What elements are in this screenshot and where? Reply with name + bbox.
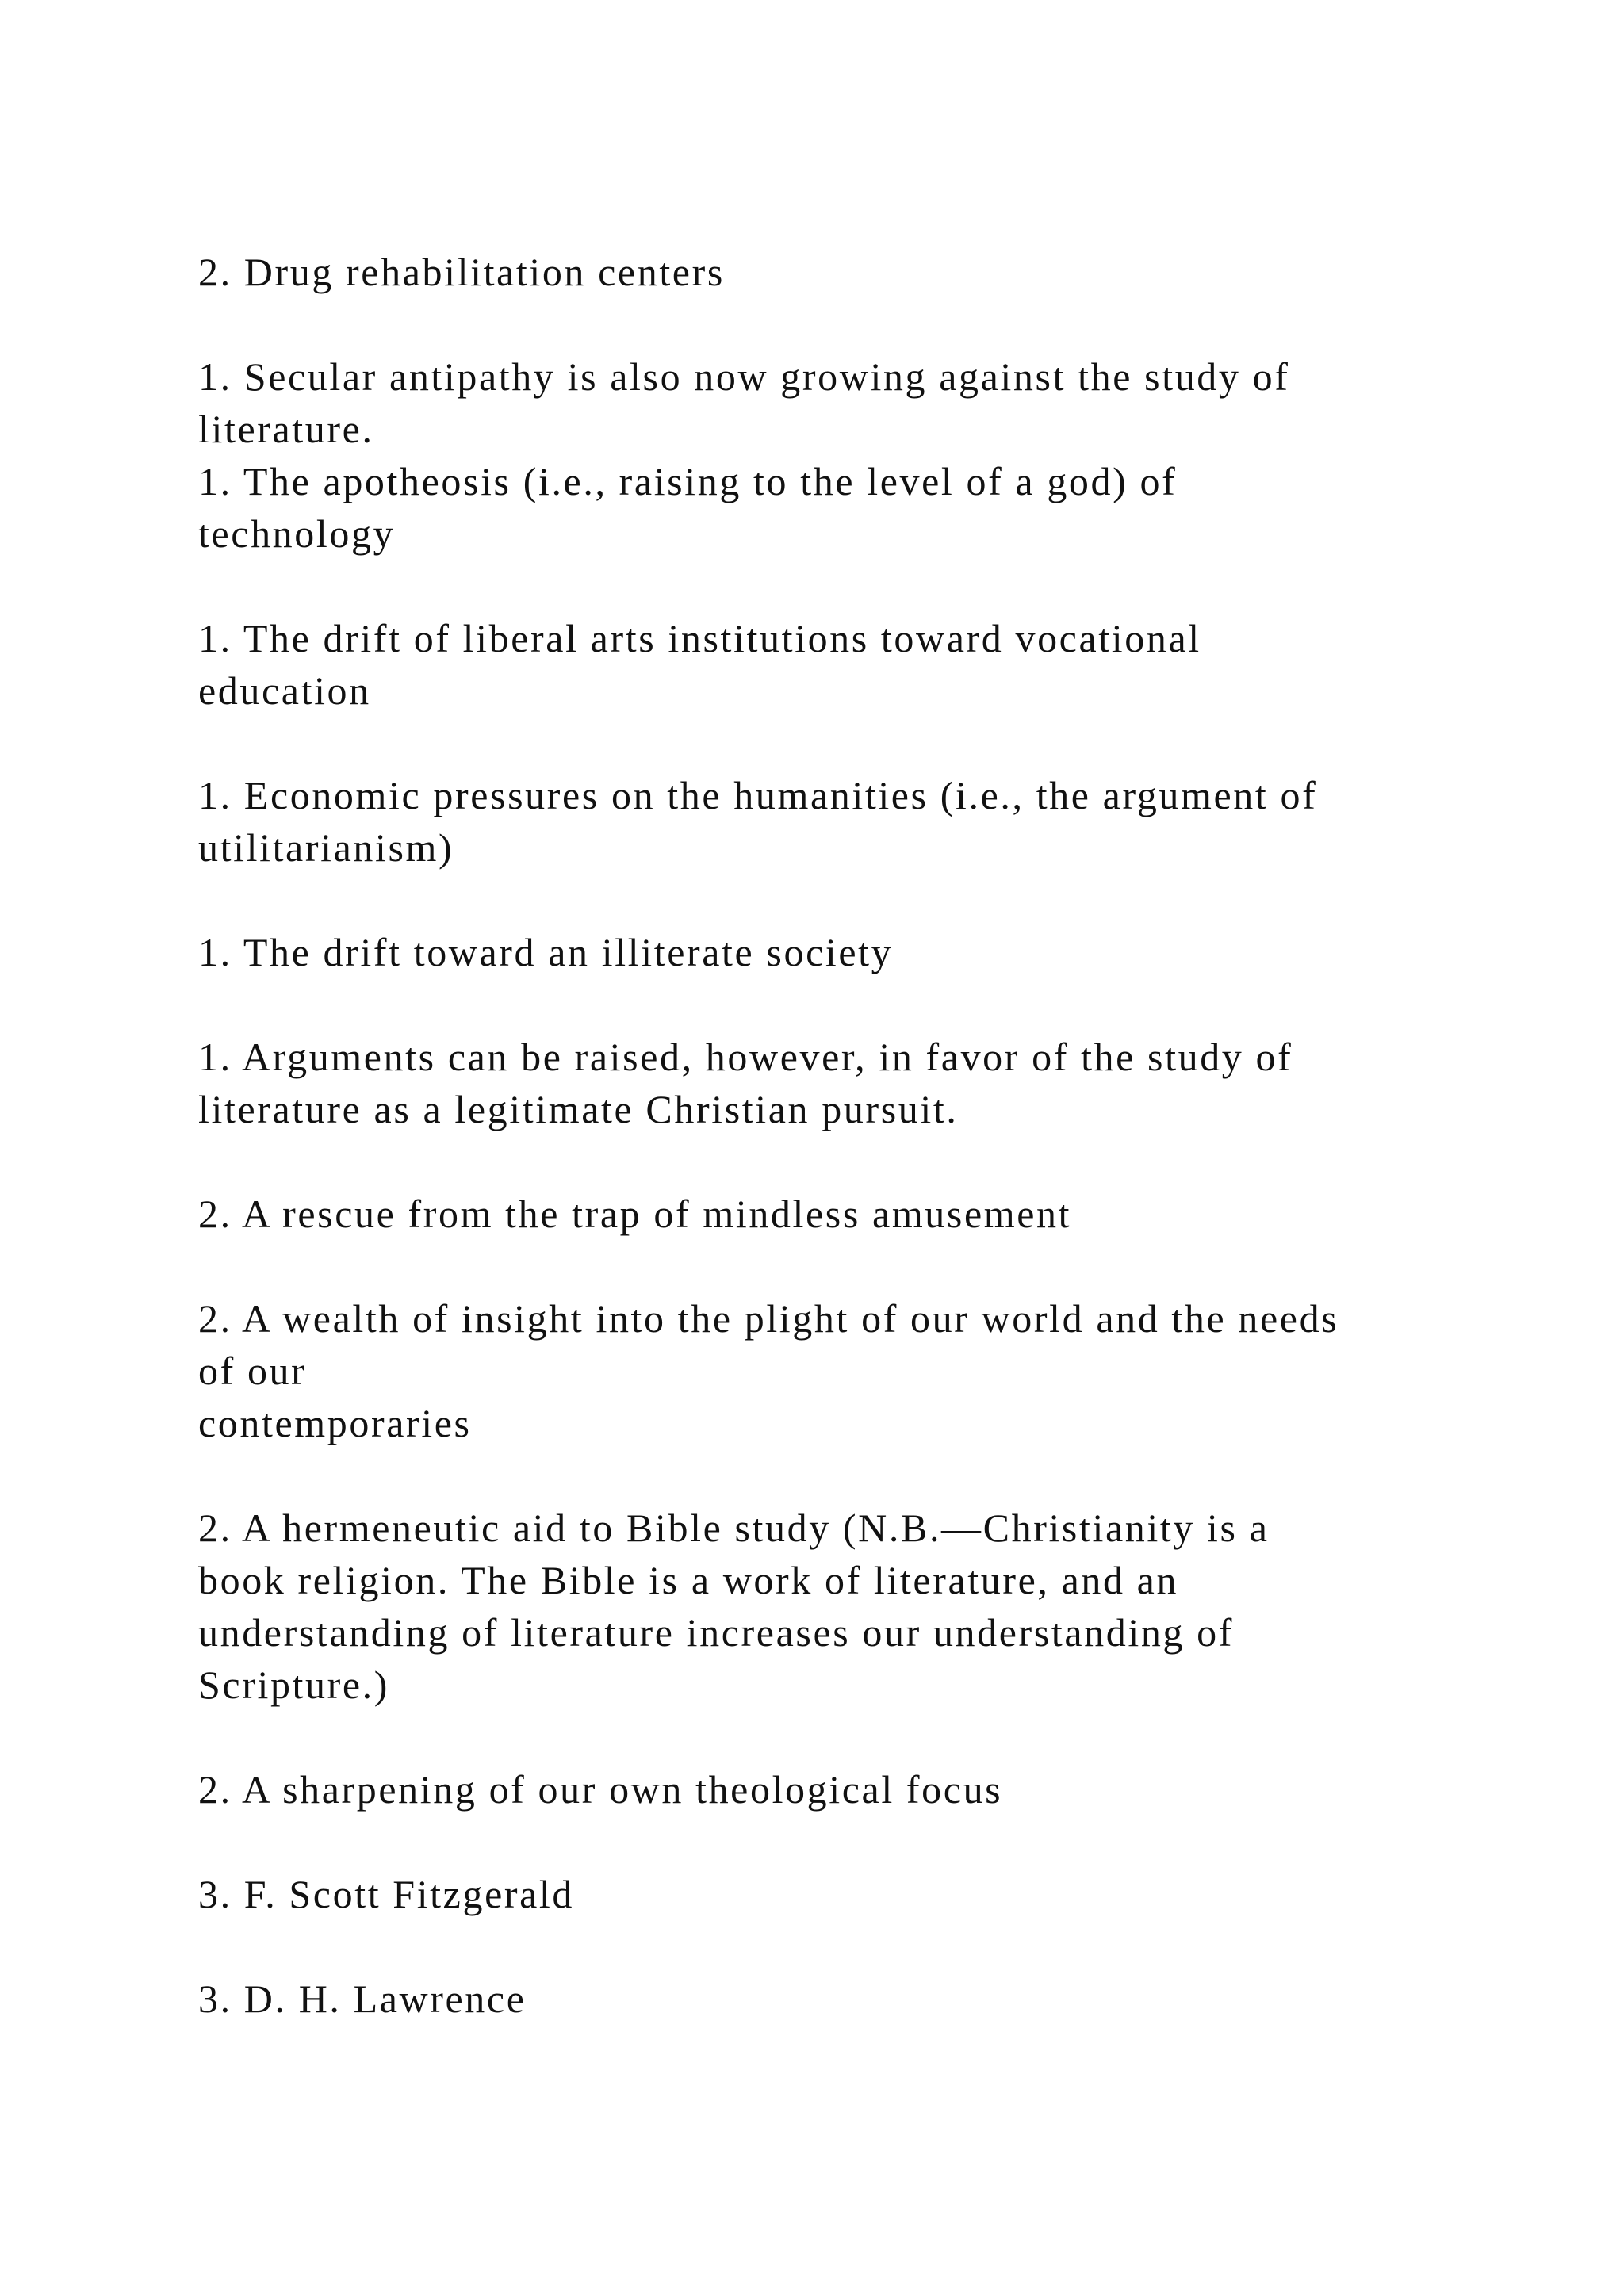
paragraph-apotheosis-technology: 1. The apotheosis (i.e., raising to the level of a god) of technology xyxy=(198,459,1178,556)
paragraph-hermeneutic-aid: 2. A hermeneutic aid to Bible study (N.B.—Christianity is a book religion. The Bible is a work of literature, and an understanding of literature increases our understanding of Scripture.) xyxy=(198,1506,1270,1707)
paragraph-lawrence: 3. D. H. Lawrence xyxy=(198,1976,527,2021)
paragraph-secular-antipathy: 1. Secular antipathy is also now growing against the study of literature. xyxy=(198,354,1290,451)
paragraph-mindless-amusement: 2. A rescue from the trap of mindless amusement xyxy=(198,1192,1072,1236)
document-body xyxy=(198,246,1507,2077)
paragraph-liberal-arts-drift: 1. The drift of liberal arts institutions toward vocational education xyxy=(198,616,1201,713)
paragraph-fitzgerald: 3. F. Scott Fitzgerald xyxy=(198,1872,574,1916)
paragraph-illiterate-society: 1. The drift toward an illiterate society xyxy=(198,930,894,974)
paragraph-arguments-in-favor: 1. Arguments can be raised, however, in favor of the study of literature as a legitimate Christian pursuit. xyxy=(198,1035,1293,1131)
paragraph-theological-focus: 2. A sharpening of our own theological focus xyxy=(198,1767,1003,1812)
paragraph-drug-rehabilitation: 2. Drug rehabilitation centers xyxy=(198,250,725,294)
paragraph-economic-pressures: 1. Economic pressures on the humanities (i.e., the argument of utilitarianism) xyxy=(198,773,1318,870)
paragraph-wealth-of-insight: 2. A wealth of insight into the plight of our world and the needs of our contemporaries xyxy=(198,1296,1339,1445)
